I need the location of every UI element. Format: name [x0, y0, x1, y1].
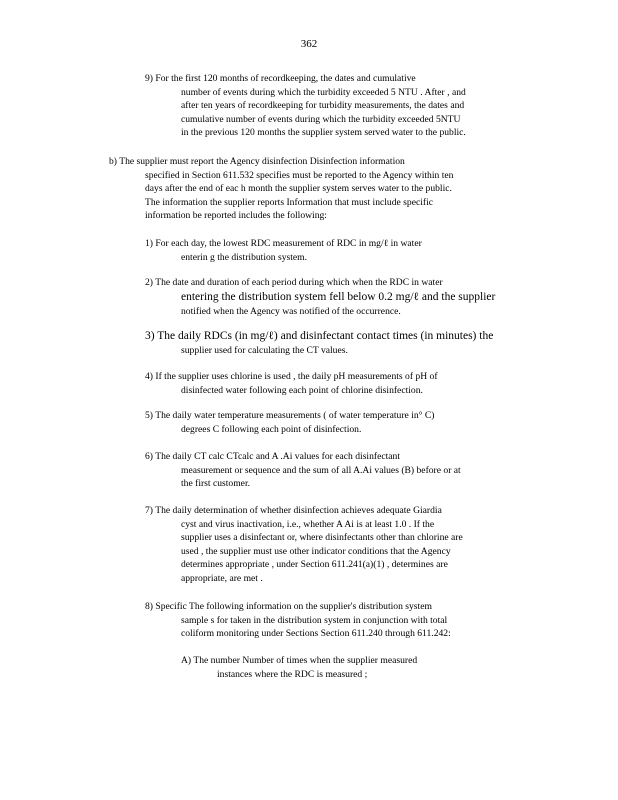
text-line: entering the distribution system fell below 0.2 mg/ℓ and the supplier	[181, 290, 496, 303]
text-line: 8) Specific The following information on the supplier's distribution system	[145, 601, 432, 612]
text-line: number of events during which the turbidity exceeded 5 NTU . After , and	[181, 86, 466, 98]
text-line: coliform monitoring under Sections Section 611.240 through 611.242:	[181, 628, 451, 639]
text-line: disinfected water following each point of chlorine disinfection.	[181, 384, 423, 396]
text-line: A) The number Number of times when the supplier measured	[181, 655, 418, 666]
page-number: 362	[300, 38, 318, 50]
text-line: enterin g the distribution system.	[181, 251, 308, 263]
text-line: days after the end of eac h month the supplier system serves water to the public.	[145, 183, 452, 194]
text-line: supplier uses a disinfectant or, where disinfectants other than chlorine are	[181, 532, 463, 543]
paragraph-7	[145, 504, 463, 585]
text-line: after ten years of recordkeeping for turbidity measurements, the dates and	[181, 100, 465, 111]
paragraph-9	[145, 72, 466, 140]
text-line: supplier used for calculating the CT values.	[181, 345, 348, 356]
paragraph-3	[145, 329, 493, 358]
text-line: 9) For the first 120 months of recordkeeping, the dates and cumulative	[145, 73, 416, 84]
text-line: b) The supplier must report the Agency disinfection Disinfection information	[109, 156, 405, 167]
text-line: degrees C following each point of disinfection.	[181, 423, 362, 435]
paragraph-4	[145, 370, 438, 397]
text-line: The information the supplier reports Information that must include specific	[145, 196, 433, 208]
text-line: appropriate, are met .	[181, 572, 263, 584]
text-line: 3) The daily RDCs (in mg/ℓ) and disinfectant contact times (in minutes) the	[145, 330, 494, 342]
text-line: information be reported includes the following:	[145, 210, 327, 221]
paragraph-2	[145, 276, 495, 318]
text-line: the first customer.	[181, 478, 251, 489]
text-line: notified when the Agency was notified of the occurrence.	[181, 305, 401, 317]
text-line: sample s for taken in the distribution system in conjunction with total	[181, 614, 448, 626]
paragraph-8	[145, 600, 451, 641]
paragraph-1	[145, 237, 422, 264]
paragraph-5	[145, 409, 435, 436]
text-line: cumulative number of events during which the turbidity exceeded 5NTU	[181, 113, 461, 125]
text-line: 5) The daily water temperature measurements ( of water temperature in° C)	[145, 410, 435, 421]
paragraph-6	[145, 450, 461, 491]
text-line: in the previous 120 months the supplier system served water to the public.	[181, 127, 466, 138]
text-line: determines appropriate , under Section 611.241(a)(1) , determines are	[181, 559, 448, 570]
text-line: 6) The daily CT calc CTcalc and A .Ai values for each disinfectant	[145, 451, 400, 462]
text-line: cyst and virus inactivation, i.e., whether A Ai is at least 1.0 . If the	[181, 518, 435, 530]
text-line: 7) The daily determination of whether disinfection achieves adequate Giardia	[145, 505, 442, 516]
section-b	[109, 155, 453, 223]
text-line: 1) For each day, the lowest RDC measurement of RDC in mg/ℓ in water	[145, 238, 422, 249]
text-line: used , the supplier must use other indicator conditions that the Agency	[181, 545, 451, 557]
paragraph-8a	[181, 654, 417, 681]
text-line: 2) The date and duration of each period during which when the RDC in water	[145, 277, 443, 288]
text-line: instances where the RDC is measured ;	[217, 668, 368, 680]
text-line: specified in Section 611.532 specifies must be reported to the Agency within ten	[145, 169, 454, 181]
text-line: measurement or sequence and the sum of all A.Ai values (B) before or at	[181, 464, 461, 476]
text-line: 4) If the supplier uses chlorine is used , the daily pH measurements of pH of	[145, 371, 438, 382]
